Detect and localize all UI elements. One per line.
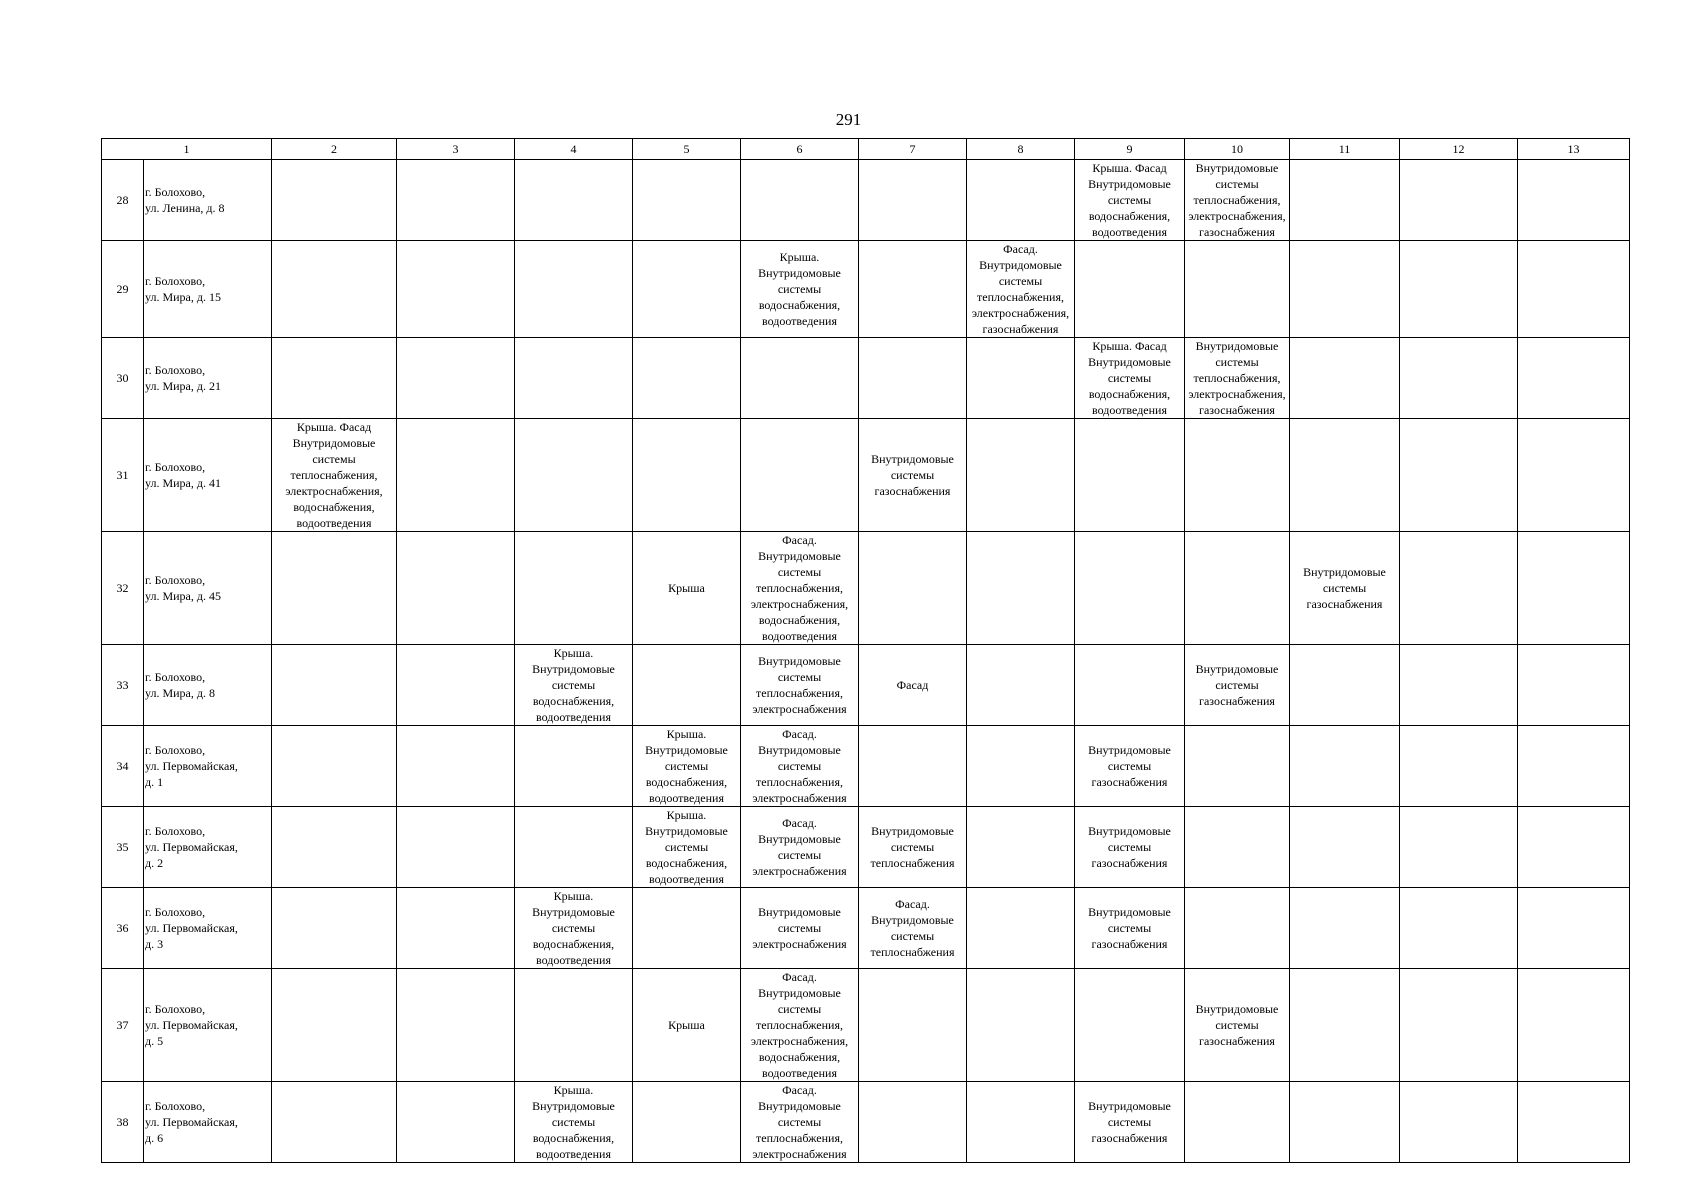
- row-number: 32: [102, 532, 144, 645]
- work-cell: [397, 338, 515, 419]
- work-cell: [1518, 807, 1630, 888]
- table-row: [102, 969, 1630, 1082]
- work-cell: [1290, 645, 1400, 726]
- work-cell: [272, 1082, 397, 1163]
- work-cell: [1518, 888, 1630, 969]
- work-cell: [1400, 969, 1518, 1082]
- work-cell: Крыша. Фасад Внутридомовые системы водоснабжения, водоотведения: [1075, 160, 1185, 241]
- work-cell: [1400, 726, 1518, 807]
- work-cell: [741, 160, 859, 241]
- work-cell: Фасад. Внутридомовые системы теплоснабжения, электроснабжения, газоснабжения: [967, 241, 1075, 338]
- work-cell: [515, 241, 633, 338]
- work-cell: [859, 160, 967, 241]
- work-cell: [633, 645, 741, 726]
- row-number: 36: [102, 888, 144, 969]
- work-cell: Внутридомовые системы электроснабжения: [741, 888, 859, 969]
- work-cell: [1290, 726, 1400, 807]
- work-cell: [272, 338, 397, 419]
- page-number: 291: [835, 110, 862, 129]
- work-cell: [1518, 645, 1630, 726]
- work-cell: Внутридомовые системы газоснабжения: [1185, 969, 1290, 1082]
- row-number: 29: [102, 241, 144, 338]
- table-row: [102, 338, 1630, 419]
- work-cell: [633, 338, 741, 419]
- work-cell: [397, 419, 515, 532]
- work-cell: [1290, 1082, 1400, 1163]
- work-cell: [1290, 419, 1400, 532]
- work-cell: [397, 726, 515, 807]
- work-cell: [859, 241, 967, 338]
- work-cell: [1400, 338, 1518, 419]
- work-cell: [515, 160, 633, 241]
- work-cell: [859, 532, 967, 645]
- work-cell: [1185, 419, 1290, 532]
- row-number: 34: [102, 726, 144, 807]
- table-row: [102, 726, 1630, 807]
- work-cell: [1518, 532, 1630, 645]
- header-row: [102, 139, 1630, 160]
- work-cell: [1518, 1082, 1630, 1163]
- work-cell: [272, 532, 397, 645]
- work-cell: Внутридомовые системы теплоснабжения, электроснабжения, газоснабжения: [1185, 338, 1290, 419]
- work-cell: [1518, 160, 1630, 241]
- table-row: [102, 160, 1630, 241]
- work-cell: [967, 532, 1075, 645]
- address-cell: г. Болохово, ул. Первомайская, д. 6: [144, 1082, 272, 1163]
- work-cell: [1518, 338, 1630, 419]
- column-header: 2: [272, 139, 397, 160]
- work-schedule-table: [101, 138, 1630, 1163]
- work-cell: [967, 969, 1075, 1082]
- work-cell: Внутридомовые системы газоснабжения: [1075, 807, 1185, 888]
- column-header: 6: [741, 139, 859, 160]
- work-cell: [397, 969, 515, 1082]
- work-cell: [1290, 969, 1400, 1082]
- address-cell: г. Болохово, ул. Первомайская, д. 2: [144, 807, 272, 888]
- column-header: 7: [859, 139, 967, 160]
- work-cell: Внутридомовые системы газоснабжения: [859, 419, 967, 532]
- work-cell: [397, 645, 515, 726]
- work-cell: [1075, 969, 1185, 1082]
- work-cell: Внутридомовые системы теплоснабжения, электроснабжения, газоснабжения: [1185, 160, 1290, 241]
- work-cell: [1400, 532, 1518, 645]
- work-cell: [1400, 241, 1518, 338]
- work-cell: [633, 888, 741, 969]
- address-cell: г. Болохово, ул. Мира, д. 41: [144, 419, 272, 532]
- work-cell: [741, 338, 859, 419]
- work-cell: [1518, 969, 1630, 1082]
- work-cell: Внутридомовые системы газоснабжения: [1075, 1082, 1185, 1163]
- row-number: 38: [102, 1082, 144, 1163]
- table-row: [102, 532, 1630, 645]
- work-cell: [633, 1082, 741, 1163]
- work-cell: [1185, 726, 1290, 807]
- work-cell: Крыша. Фасад Внутридомовые системы теплоснабжения, электроснабжения, водоснабжения, водоотведения: [272, 419, 397, 532]
- column-header: 13: [1518, 139, 1630, 160]
- work-cell: [1400, 645, 1518, 726]
- work-cell: Фасад. Внутридомовые системы теплоснабжения, электроснабжения, водоснабжения, водоотведения: [741, 532, 859, 645]
- work-cell: Фасад. Внутридомовые системы электроснабжения: [741, 807, 859, 888]
- work-cell: [397, 532, 515, 645]
- work-cell: [515, 532, 633, 645]
- work-cell: [1075, 645, 1185, 726]
- work-cell: [1290, 241, 1400, 338]
- work-cell: Крыша. Внутридомовые системы водоснабжения, водоотведения: [633, 807, 741, 888]
- work-cell: [1185, 807, 1290, 888]
- work-cell: [1075, 419, 1185, 532]
- work-cell: [1290, 160, 1400, 241]
- column-header: 9: [1075, 139, 1185, 160]
- work-cell: Фасад: [859, 645, 967, 726]
- row-number: 33: [102, 645, 144, 726]
- work-cell: [515, 338, 633, 419]
- work-cell: Крыша: [633, 532, 741, 645]
- work-cell: Крыша. Внутридомовые системы водоснабжения, водоотведения: [515, 1082, 633, 1163]
- work-cell: [859, 726, 967, 807]
- work-cell: Крыша. Внутридомовые системы водоснабжения, водоотведения: [741, 241, 859, 338]
- work-cell: [272, 241, 397, 338]
- work-cell: [1518, 419, 1630, 532]
- work-cell: Крыша. Внутридомовые системы водоснабжения, водоотведения: [633, 726, 741, 807]
- work-cell: [397, 160, 515, 241]
- work-cell: [515, 807, 633, 888]
- row-number: 35: [102, 807, 144, 888]
- work-cell: [633, 419, 741, 532]
- work-cell: [1400, 1082, 1518, 1163]
- work-cell: Фасад. Внутридомовые системы теплоснабжения, электроснабжения, водоснабжения, водоотведения: [741, 969, 859, 1082]
- row-number: 30: [102, 338, 144, 419]
- work-cell: Фасад. Внутридомовые системы теплоснабжения, электроснабжения: [741, 1082, 859, 1163]
- work-cell: Фасад. Внутридомовые системы теплоснабжения: [859, 888, 967, 969]
- column-header: 1: [102, 139, 272, 160]
- address-cell: г. Болохово, ул. Ленина, д. 8: [144, 160, 272, 241]
- row-number: 31: [102, 419, 144, 532]
- row-number: 37: [102, 969, 144, 1082]
- work-cell: Крыша. Внутридомовые системы водоснабжения, водоотведения: [515, 888, 633, 969]
- work-cell: [1518, 241, 1630, 338]
- work-cell: [967, 888, 1075, 969]
- work-cell: [1185, 888, 1290, 969]
- address-cell: г. Болохово, ул. Мира, д. 8: [144, 645, 272, 726]
- work-cell: [272, 969, 397, 1082]
- address-cell: г. Болохово, ул. Мира, д. 15: [144, 241, 272, 338]
- work-cell: Внутридомовые системы газоснабжения: [1290, 532, 1400, 645]
- column-header: 5: [633, 139, 741, 160]
- work-cell: [272, 726, 397, 807]
- work-cell: [515, 726, 633, 807]
- address-cell: г. Болохово, ул. Первомайская, д. 3: [144, 888, 272, 969]
- work-cell: Внутридомовые системы теплоснабжения, электроснабжения: [741, 645, 859, 726]
- table-row: [102, 1082, 1630, 1163]
- work-cell: [515, 969, 633, 1082]
- table-row: [102, 419, 1630, 532]
- work-cell: [967, 726, 1075, 807]
- work-cell: [1518, 726, 1630, 807]
- work-cell: Фасад. Внутридомовые системы теплоснабжения, электроснабжения: [741, 726, 859, 807]
- work-cell: [859, 1082, 967, 1163]
- table-body: [102, 160, 1630, 1163]
- work-cell: Крыша: [633, 969, 741, 1082]
- work-cell: Внутридомовые системы газоснабжения: [1075, 888, 1185, 969]
- work-cell: [397, 888, 515, 969]
- work-cell: [1400, 807, 1518, 888]
- work-cell: [272, 807, 397, 888]
- work-cell: [859, 338, 967, 419]
- address-cell: г. Болохово, ул. Мира, д. 21: [144, 338, 272, 419]
- table-row: [102, 888, 1630, 969]
- column-header: 12: [1400, 139, 1518, 160]
- work-cell: [967, 1082, 1075, 1163]
- work-cell: [633, 241, 741, 338]
- column-header: 11: [1290, 139, 1400, 160]
- work-cell: [1185, 532, 1290, 645]
- work-cell: [1075, 532, 1185, 645]
- work-cell: [272, 160, 397, 241]
- work-cell: [967, 807, 1075, 888]
- work-cell: [1400, 888, 1518, 969]
- work-cell: [1400, 419, 1518, 532]
- column-header: 8: [967, 139, 1075, 160]
- work-cell: [397, 241, 515, 338]
- table-row: [102, 645, 1630, 726]
- column-header: 4: [515, 139, 633, 160]
- work-cell: [1185, 1082, 1290, 1163]
- work-cell: [967, 160, 1075, 241]
- work-cell: Крыша. Внутридомовые системы водоснабжения, водоотведения: [515, 645, 633, 726]
- work-cell: [1290, 338, 1400, 419]
- work-cell: [1400, 160, 1518, 241]
- work-cell: [515, 419, 633, 532]
- work-cell: Внутридомовые системы теплоснабжения: [859, 807, 967, 888]
- work-cell: [967, 338, 1075, 419]
- table-row: [102, 807, 1630, 888]
- work-cell: [1290, 888, 1400, 969]
- row-number: 28: [102, 160, 144, 241]
- work-cell: Внутридомовые системы газоснабжения: [1075, 726, 1185, 807]
- work-cell: Внутридомовые системы газоснабжения: [1185, 645, 1290, 726]
- work-cell: [859, 969, 967, 1082]
- work-cell: [1290, 807, 1400, 888]
- table-row: [102, 241, 1630, 338]
- work-cell: [272, 645, 397, 726]
- work-cell: [741, 419, 859, 532]
- work-cell: [272, 888, 397, 969]
- address-cell: г. Болохово, ул. Первомайская, д. 5: [144, 969, 272, 1082]
- work-cell: [967, 645, 1075, 726]
- work-cell: [1185, 241, 1290, 338]
- work-cell: [967, 419, 1075, 532]
- address-cell: г. Болохово, ул. Первомайская, д. 1: [144, 726, 272, 807]
- column-header: 3: [397, 139, 515, 160]
- work-cell: [397, 1082, 515, 1163]
- address-cell: г. Болохово, ул. Мира, д. 45: [144, 532, 272, 645]
- work-cell: Крыша. Фасад Внутридомовые системы водоснабжения, водоотведения: [1075, 338, 1185, 419]
- work-cell: [397, 807, 515, 888]
- work-cell: [633, 160, 741, 241]
- work-cell: [1075, 241, 1185, 338]
- column-header: 10: [1185, 139, 1290, 160]
